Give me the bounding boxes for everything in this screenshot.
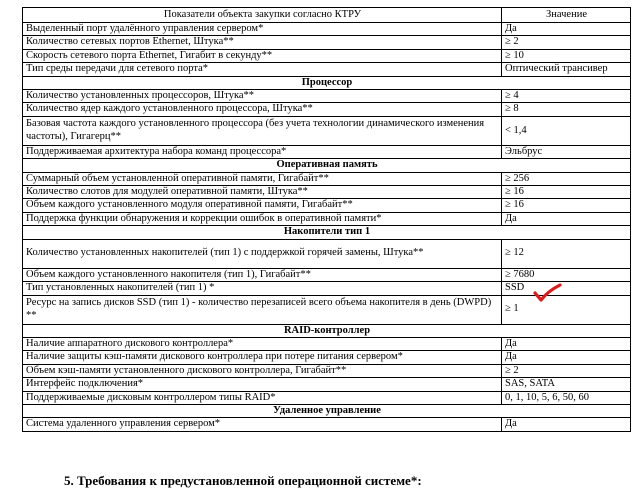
value-cell: ≥ 4 — [502, 90, 631, 103]
value-cell: ≥ 16 — [502, 199, 631, 212]
param-cell: Поддерживаемая архитектура набора команд процессора* — [23, 145, 502, 158]
table-row — [23, 418, 631, 431]
table-row — [23, 23, 631, 36]
section-title: Накопители тип 1 — [23, 226, 631, 239]
value-cell: ≥ 8 — [502, 103, 631, 116]
param-cell: Поддерживаемые дисковым контроллером типы RAID* — [23, 391, 502, 404]
table-row — [23, 337, 631, 350]
table-row — [23, 90, 631, 103]
param-cell: Количество установленных накопителей (тип 1) с поддержкой горячей замены, Штука** — [23, 239, 502, 268]
section-title: Оперативная память — [23, 159, 631, 172]
param-cell: Объем каждого установленного накопителя (тип 1), Гигабайт** — [23, 268, 502, 281]
param-cell: Интерфейс подключения* — [23, 378, 502, 391]
value-cell: ≥ 256 — [502, 172, 631, 185]
value-cell: ≥ 2 — [502, 364, 631, 377]
param-cell: Суммарный объем установленной оперативной памяти, Гигабайт** — [23, 172, 502, 185]
value-cell: ≥ 7680 — [502, 268, 631, 281]
param-cell: Количество ядер каждого установленного процессора, Штука** — [23, 103, 502, 116]
param-cell: Количество установленных процессоров, Штука** — [23, 90, 502, 103]
value-cell: Да — [502, 418, 631, 431]
value-cell: Да — [502, 23, 631, 36]
header-value: Значение — [502, 8, 631, 23]
param-cell: Базовая частота каждого установленного процессора (без учета технологии динамического изменения частоты), Гигагерц** — [23, 116, 502, 145]
table-row — [23, 239, 631, 268]
param-cell: Объем кэш-памяти установленного дискового контроллера, Гигабайт** — [23, 364, 502, 377]
table-row — [23, 103, 631, 116]
section-title: Удаленное управление — [23, 404, 631, 417]
table-row — [23, 364, 631, 377]
table-row — [23, 49, 631, 62]
value-cell: ≥ 2 — [502, 36, 631, 49]
table-row — [23, 145, 631, 158]
param-cell: Наличие аппаратного дискового контроллера* — [23, 337, 502, 350]
table-row — [23, 199, 631, 212]
table-row — [23, 212, 631, 225]
value-cell: Оптический трансивер — [502, 63, 631, 76]
value-cell: Эльбрус — [502, 145, 631, 158]
table-row — [23, 186, 631, 199]
value-cell: < 1,4 — [502, 116, 631, 145]
param-cell: Поддержка функции обнаружения и коррекции ошибок в оперативной памяти* — [23, 212, 502, 225]
section-heading-os: 5. Требования к предустановленной операционной системе*: — [64, 473, 422, 488]
param-cell: Количество слотов для модулей оперативной памяти, Штука** — [23, 186, 502, 199]
table-row — [23, 172, 631, 185]
table-header-row — [23, 8, 631, 23]
value-cell: Да — [502, 351, 631, 364]
value-cell: SSD — [502, 282, 631, 295]
table-row — [23, 116, 631, 145]
param-cell: Ресурс на запись дисков SSD (тип 1) - количество перезаписей всего объема накопителя в день (DWPD) ** — [23, 295, 502, 324]
table-row — [23, 391, 631, 404]
param-cell: Количество сетевых портов Ethernet, Штука** — [23, 36, 502, 49]
value-cell: ≥ 1 — [502, 295, 631, 324]
value-cell: ≥ 12 — [502, 239, 631, 268]
param-cell: Выделенный порт удалённого управления сервером* — [23, 23, 502, 36]
param-cell: Наличие защиты кэш-памяти дискового контроллера при потере питания сервером* — [23, 351, 502, 364]
param-cell: Тип среды передачи для сетевого порта* — [23, 63, 502, 76]
section-title: Процессор — [23, 76, 631, 89]
value-cell: Да — [502, 337, 631, 350]
value-cell: ≥ 10 — [502, 49, 631, 62]
section-row — [23, 226, 631, 239]
param-cell: Тип установленных накопителей (тип 1) * — [23, 282, 502, 295]
value-cell: 0, 1, 10, 5, 6, 50, 60 — [502, 391, 631, 404]
value-cell: SAS, SATA — [502, 378, 631, 391]
section-row — [23, 324, 631, 337]
table-row — [23, 36, 631, 49]
red-checkmark-icon — [532, 283, 562, 307]
header-param: Показатели объекта закупки согласно КТРУ — [23, 8, 502, 23]
section-title: RAID-контроллер — [23, 324, 631, 337]
param-cell: Система удаленного управления сервером* — [23, 418, 502, 431]
param-cell: Скорость сетевого порта Ethernet, Гигабит в секунду** — [23, 49, 502, 62]
section-row — [23, 404, 631, 417]
table-row — [23, 351, 631, 364]
section-row — [23, 76, 631, 89]
section-row — [23, 159, 631, 172]
table-row — [23, 378, 631, 391]
table-row — [23, 63, 631, 76]
param-cell: Объем каждого установленного модуля оперативной памяти, Гигабайт** — [23, 199, 502, 212]
value-cell: Да — [502, 212, 631, 225]
table-row — [23, 268, 631, 281]
value-cell: ≥ 16 — [502, 186, 631, 199]
requirements-table — [22, 7, 631, 432]
